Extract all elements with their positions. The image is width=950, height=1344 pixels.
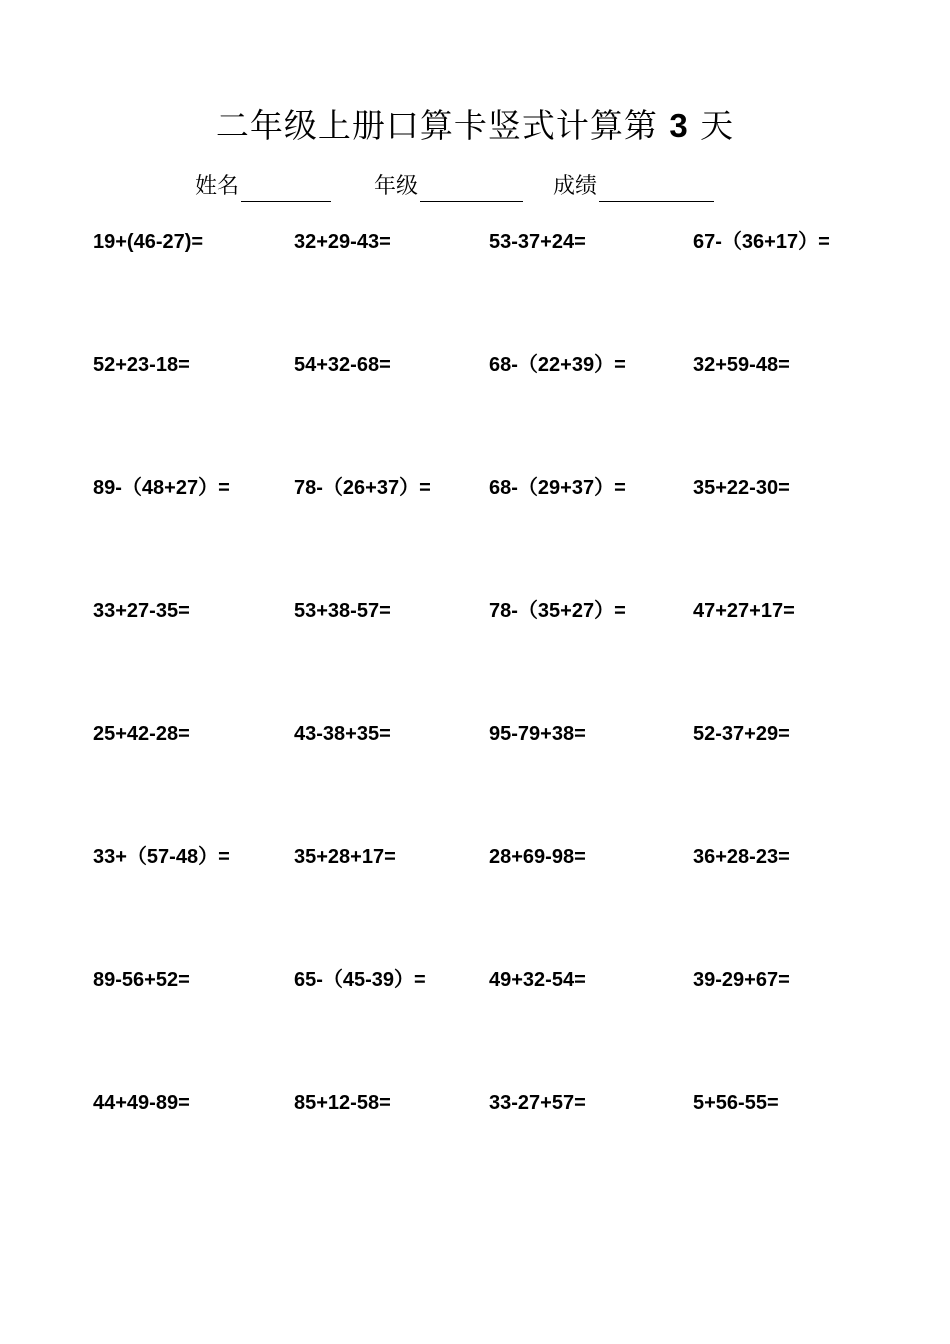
problem-item: 32+29-43= xyxy=(294,231,391,253)
problem-item: 33+27-35= xyxy=(93,600,190,622)
problem-item: 49+32-54= xyxy=(489,969,586,991)
problem-item: 35+28+17= xyxy=(294,846,396,868)
problem-item: 78-（26+37）= xyxy=(294,477,431,499)
problem-item: 39-29+67= xyxy=(693,969,790,991)
problem-item: 53-37+24= xyxy=(489,231,586,253)
problem-item: 19+(46-27)= xyxy=(93,231,204,253)
title-day-number: 3 xyxy=(669,107,689,144)
problem-item: 32+59-48= xyxy=(693,354,790,376)
problem-item: 52+23-18= xyxy=(93,354,190,376)
problem-item: 78-（35+27）= xyxy=(489,600,626,622)
problem-item: 43-38+35= xyxy=(294,723,391,745)
title-text: 二年级上册口算卡竖式计算第 xyxy=(215,106,658,145)
problem-item: 89-（48+27）= xyxy=(93,477,230,499)
problem-item: 52-37+29= xyxy=(693,723,790,745)
problem-item: 68-（22+39）= xyxy=(489,354,626,376)
problem-item: 53+38-57= xyxy=(294,600,391,622)
problem-item: 68-（29+37）= xyxy=(489,477,626,499)
problem-item: 28+69-98= xyxy=(489,846,586,868)
problem-item: 25+42-28= xyxy=(93,723,190,745)
problem-item: 89-56+52= xyxy=(93,969,190,991)
problem-item: 33+（57-48）= xyxy=(93,846,230,868)
score-label: 成绩 xyxy=(553,174,598,199)
problem-item: 36+28-23= xyxy=(693,846,790,868)
title-suffix: 天 xyxy=(700,106,735,145)
problem-item: 33-27+57= xyxy=(489,1092,586,1114)
grade-label: 年级 xyxy=(374,174,419,199)
problem-item: 5+56-55= xyxy=(693,1092,779,1114)
problem-item: 47+27+17= xyxy=(693,600,795,622)
problem-item: 85+12-58= xyxy=(294,1092,391,1114)
problem-item: 67-（36+17）= xyxy=(693,231,830,253)
problem-item: 95-79+38= xyxy=(489,723,586,745)
problem-item: 65-（45-39）= xyxy=(294,969,426,991)
problem-item: 35+22-30= xyxy=(693,477,790,499)
problem-item: 54+32-68= xyxy=(294,354,391,376)
name-label: 姓名 xyxy=(195,174,240,199)
problem-item: 44+49-89= xyxy=(93,1092,190,1114)
